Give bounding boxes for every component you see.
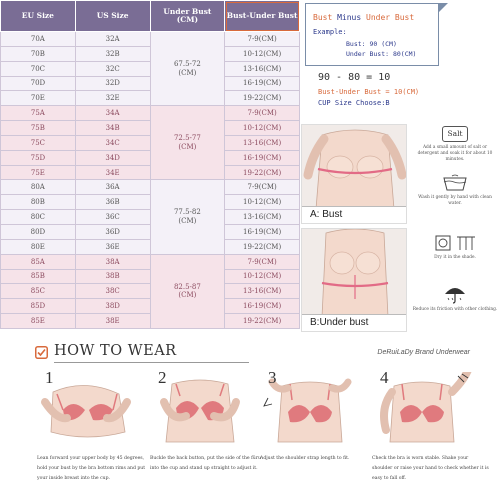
example-formula: 90 - 80 = 10: [318, 72, 391, 83]
wear-step-2: [150, 366, 262, 500]
us-size-cell: 32D: [75, 76, 150, 91]
bust-difference-cell: 10-12(CM): [225, 121, 300, 136]
bust-difference-cell: 7-9(CM): [225, 106, 300, 121]
care-step-friction: [410, 284, 500, 313]
under-bust-range-cell: 82.5-87 (CM): [150, 254, 225, 328]
us-size-cell: 38C: [75, 284, 150, 299]
us-size-cell: 32C: [75, 61, 150, 76]
care-soak-text: Add a small amount of salt or detergent and soak it for about 10 minutes.: [417, 145, 493, 162]
under-bust-range-cell: 67.5-72 (CM): [150, 32, 225, 106]
eu-size-cell: 75C: [1, 135, 76, 150]
bust-difference-cell: 7-9(CM): [225, 32, 300, 47]
table-row: [1, 32, 300, 47]
eu-size-cell: 70C: [1, 61, 76, 76]
bust-difference-cell: 10-12(CM): [225, 195, 300, 210]
bust-difference-cell: 16-19(CM): [225, 299, 300, 314]
under-bust-caption: B:Under bust: [302, 314, 406, 331]
under-bust-range-cell: 77.5-82 (CM): [150, 180, 225, 254]
step-4-text: Check the bra is worn stable. Shake your shoulder or raise your hand to check whether it is easy to fall off.: [372, 456, 489, 481]
measurement-explanation: [305, 3, 439, 111]
salt-badge: Salt: [442, 126, 467, 142]
eu-size-cell: 75B: [1, 121, 76, 136]
eu-size-cell: 85C: [1, 284, 76, 299]
wear-step-1: [37, 366, 149, 500]
care-step-soak: [410, 126, 500, 163]
step-2-number: 2: [158, 368, 167, 387]
eu-size-cell: 70A: [1, 32, 76, 47]
example-title: [313, 13, 414, 22]
eu-size-cell: 70E: [1, 91, 76, 106]
us-size-cell: 34E: [75, 165, 150, 180]
bust-difference-cell: 19-22(CM): [225, 239, 300, 254]
eu-size-cell: 80B: [1, 195, 76, 210]
us-size-cell: 32B: [75, 46, 150, 61]
us-size-cell: 32A: [75, 32, 150, 47]
step-3-number: 3: [268, 368, 277, 387]
title-underline: [54, 362, 249, 363]
umbrella-icon: [444, 284, 466, 304]
us-size-cell: 34C: [75, 135, 150, 150]
bust-difference-cell: 10-12(CM): [225, 46, 300, 61]
us-size-cell: 36E: [75, 239, 150, 254]
care-friction-text: Reduce its friction with other clothing.: [412, 306, 498, 312]
us-size-cell: 36D: [75, 224, 150, 239]
dry-in-shade-icon: [433, 234, 477, 252]
bust-caption: A: Bust: [302, 206, 406, 223]
care-instructions: [410, 124, 500, 332]
table-header-row: [1, 1, 300, 32]
bust-difference-cell: 19-22(CM): [225, 314, 300, 329]
table-row: [1, 254, 300, 269]
eu-size-cell: 80C: [1, 210, 76, 225]
bust-difference-cell: 16-19(CM): [225, 76, 300, 91]
title-under-bust: Under Bust: [366, 13, 415, 22]
us-size-cell: 34A: [75, 106, 150, 121]
us-size-cell: 38E: [75, 314, 150, 329]
us-size-cell: 36B: [75, 195, 150, 210]
bust-difference-cell: 16-19(CM): [225, 150, 300, 165]
how-to-wear-header: [0, 342, 500, 364]
bust-measure-photo: [301, 124, 407, 224]
us-size-cell: 34B: [75, 121, 150, 136]
hand-wash-icon: [442, 174, 468, 192]
eu-size-cell: 75D: [1, 150, 76, 165]
bust-difference-cell: 19-22(CM): [225, 91, 300, 106]
eu-size-cell: 85A: [1, 254, 76, 269]
header-under-bust: Under Bust (CM): [150, 1, 225, 32]
eu-size-cell: 70B: [1, 46, 76, 61]
us-size-cell: 38B: [75, 269, 150, 284]
table-row: [1, 180, 300, 195]
eu-size-cell: 75A: [1, 106, 76, 121]
us-size-cell: 32E: [75, 91, 150, 106]
bust-measure-illustration: [302, 125, 407, 209]
us-size-cell: 38A: [75, 254, 150, 269]
care-step-dry: [410, 234, 500, 261]
step-4-number: 4: [380, 368, 389, 387]
under-bust-measure-photo: [301, 228, 407, 332]
example-bust-value: Bust: 90 (CM): [346, 40, 397, 48]
eu-size-cell: 85D: [1, 299, 76, 314]
eu-size-cell: 80E: [1, 239, 76, 254]
header-us-size: US Size: [75, 1, 150, 32]
wear-step-3: [260, 366, 372, 500]
header-eu-size: EU Size: [1, 1, 76, 32]
eu-size-cell: 85E: [1, 314, 76, 329]
box-arrow-icon: [439, 3, 448, 12]
step-1-number: 1: [45, 368, 54, 387]
size-chart-table: [0, 0, 300, 329]
bust-difference-cell: 13-16(CM): [225, 284, 300, 299]
check-icon: [35, 346, 48, 359]
care-wash-text: Wash it gently by hand with clean water.: [418, 194, 492, 206]
example-under-bust-value: Under Bust: 80(CM): [346, 50, 417, 58]
brand-name: DeRuiLaDy Brand Underwear: [377, 349, 470, 356]
us-size-cell: 36A: [75, 180, 150, 195]
example-result: Bust-Under Bust = 10(CM): [318, 88, 420, 96]
table-row: [1, 106, 300, 121]
under-bust-measure-illustration: [302, 229, 407, 317]
bust-difference-cell: 19-22(CM): [225, 165, 300, 180]
eu-size-cell: 80D: [1, 224, 76, 239]
us-size-cell: 34D: [75, 150, 150, 165]
example-label: Example:: [313, 28, 347, 36]
eu-size-cell: 75E: [1, 165, 76, 180]
us-size-cell: 38D: [75, 299, 150, 314]
example-box: [305, 3, 439, 66]
title-bust: Bust: [313, 13, 333, 22]
eu-size-cell: 80A: [1, 180, 76, 195]
header-bust-minus-under-bust: Bust-Under Bust: [225, 1, 300, 32]
how-to-wear-title: HOW TO WEAR: [54, 343, 177, 359]
wear-step-4: [372, 366, 489, 500]
example-cup-choice: CUP Size Choose:B: [318, 99, 390, 107]
step-2-text: Buckle the back button, put the side of the fûru into the cup and stand up straight to adjust it.: [150, 456, 261, 471]
step-3-text: Adjust the shoulder strap length to fit.: [260, 456, 350, 461]
us-size-cell: 36C: [75, 210, 150, 225]
step-1-text: Lean forward your upper body by 45 degrees, hold your bust by the bra bottom rims and put your inside breast into the cup.: [37, 456, 146, 481]
eu-size-cell: 70D: [1, 76, 76, 91]
bust-difference-cell: 10-12(CM): [225, 269, 300, 284]
care-dry-text: Dry it in the shade.: [434, 254, 476, 260]
care-step-wash: [410, 174, 500, 206]
bust-difference-cell: 13-16(CM): [225, 210, 300, 225]
bust-difference-cell: 7-9(CM): [225, 254, 300, 269]
bust-difference-cell: 13-16(CM): [225, 61, 300, 76]
eu-size-cell: 85B: [1, 269, 76, 284]
bust-difference-cell: 13-16(CM): [225, 135, 300, 150]
under-bust-range-cell: 72.5-77 (CM): [150, 106, 225, 180]
title-minus: Minus: [337, 13, 362, 22]
bust-difference-cell: 7-9(CM): [225, 180, 300, 195]
bust-difference-cell: 16-19(CM): [225, 224, 300, 239]
